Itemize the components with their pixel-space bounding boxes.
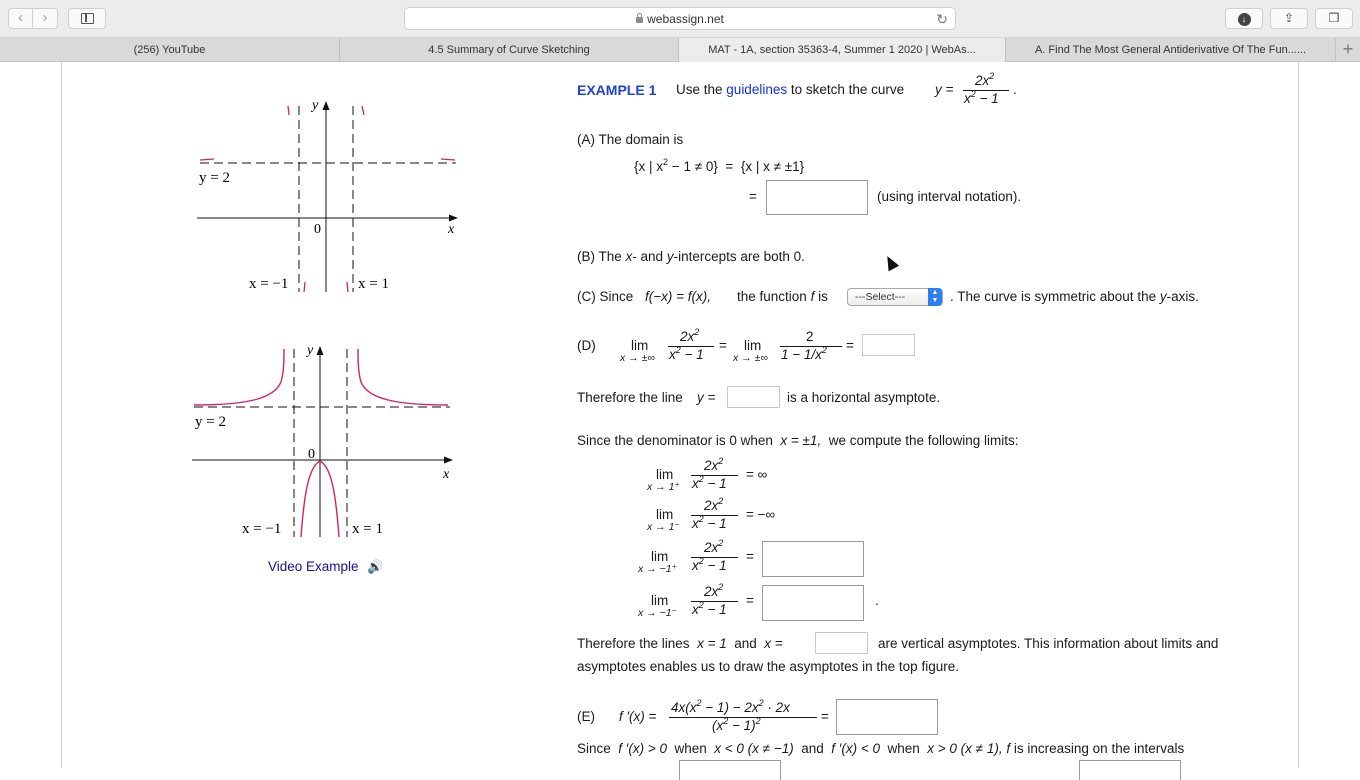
vlim2-den: $x^2 - 1$ [692,514,727,531]
v-intro: Since the denominator is 0 when [577,433,773,448]
vlim3: lim [651,549,669,564]
tab-curve-sketching[interactable] [340,38,679,62]
y2-label: y = 2 [195,414,226,430]
e-num-b: − 1) − 2x [705,700,759,715]
limit-neg1-plus-input[interactable] [762,541,864,577]
lim-1-sub: x → ±∞ [620,352,655,364]
den-tail: − 1 [979,91,999,106]
vnum-base: 2x [704,584,719,599]
tab-webassign[interactable] [679,38,1006,62]
curve-right-branch [358,349,448,405]
vlim2-result: = −∞ [746,507,776,522]
d-eq2: = [846,338,854,353]
vlim4-trail: . [875,593,879,608]
eq-sign: = [725,159,734,174]
e-num-a: 4x(x [671,700,697,715]
partB-text [577,249,805,264]
curve-left-branch [194,349,284,405]
d-den1: $x^2 - 1$ [669,345,704,362]
since-4: x > 0 (x ≠ 1), [927,741,1003,756]
b-post: -intercepts are both 0. [673,249,805,264]
partC-expr: f(−x) = f(x), [645,289,712,304]
conclusion-pre [577,636,783,651]
tab-bar [0,38,1360,62]
vertical-intro [577,433,1019,448]
domain-set: {x | $x^2 - 1 \ne 0\} = \{x$ | x ≠ ±1} [634,157,805,174]
set1-tail: − 1 ≠ 0} [671,159,718,174]
vlim3-den: $x^2 - 1$ [692,556,727,573]
v-intro-post: we compute the following limits: [828,433,1019,448]
b-mid: - and [632,249,664,264]
vlim1: lim [656,467,674,482]
e-den-a: (x [712,718,724,733]
b-y: y [666,249,674,264]
vlim2-num: $2x^2$ [704,496,724,513]
y-axis-label: y [312,98,319,113]
c-post: . The curve is symmetric about the [950,289,1157,304]
vlim1-result: = ∞ [746,467,768,482]
lock-icon [636,17,643,23]
vlim1-num: $2x^2$ [704,456,724,473]
curve-numerator: $2x^2$ [975,71,995,88]
since-f: f [1006,741,1011,756]
y2-label: y = 2 [199,170,230,186]
tab-overview-button[interactable] [1315,8,1353,29]
domain-eq: = [749,189,757,204]
asym-post: is a horizontal asymptote. [787,390,941,405]
browser-toolbar [0,0,1360,38]
vlim4-num: $2x^2$ [704,582,724,599]
since-line [577,741,1184,756]
c-f: f [810,289,815,304]
den-base: x [964,91,971,106]
x1-label: x = 1 [358,276,389,292]
conc-x: x = [764,636,783,651]
vden-tail: − 1 [707,602,727,617]
symmetry-select[interactable] [847,288,943,306]
reload-icon[interactable]: ↻ [936,11,948,27]
lim-2: lim [744,338,762,353]
video-example-link[interactable]: Video Example [268,559,359,574]
vnum-base: 2x [704,540,719,555]
partA-label: (A) The domain is [577,132,684,147]
partC-mid [737,289,828,304]
conc-and: and [734,636,757,651]
origin-label: 0 [314,222,321,237]
tab-antiderivative[interactable] [1006,38,1336,62]
sidebar-toggle-button[interactable] [68,8,106,29]
increasing-interval-input-2[interactable] [1079,760,1181,780]
vlim3-num: $2x^2$ [704,538,724,555]
curve-denominator: $x^2 - 1$ [964,89,999,106]
vlim1-sub: x → 1⁺ [647,481,680,493]
partD-label: (D) [577,338,596,353]
curve [194,349,448,537]
graph-figure [186,337,466,542]
c-mid: the function [737,289,807,304]
since-post: is increasing on the intervals [1013,741,1185,756]
intro-pre: Use the [676,82,723,97]
url-text: webassign.net [647,12,724,26]
tab-title: MAT - 1A, section 35363-4, Summer 1 2020 | WebAs... [708,44,976,56]
y-axis-arrow [323,101,330,110]
set1-text: {x | x [634,159,664,174]
partE-label: (E) [577,709,595,724]
share-icon: ⇪ [1283,11,1295,25]
c-y: y [1159,289,1167,304]
conclusion-line2: asymptotes enables us to draw the asymptotes in the top figure. [577,659,959,674]
guidelines-link[interactable]: guidelines [726,82,788,97]
curve-period: . [1013,82,1017,97]
vlim3-eq: = [746,549,754,564]
tab-title: (256) YouTube [133,44,206,56]
x-axis-arrow [444,457,453,464]
e-num-c: · 2x [767,700,790,715]
since-and: and [801,741,824,756]
content-border-left [61,62,62,768]
x-axis-arrow [449,215,458,222]
since-when1: when [674,741,707,756]
curve-y-eq: y = [935,82,954,97]
x-axis-label: x [448,222,455,237]
tab-youtube[interactable] [0,38,340,62]
fprime-input[interactable] [836,699,938,735]
tab-title: A. Find The Most General Antiderivative Of The Fun...... [1034,44,1307,56]
vden-base: x [692,516,699,531]
horizontal-limit-input[interactable] [862,334,915,356]
xm1-label: x = −1 [242,521,282,537]
address-bar[interactable] [404,7,956,30]
conc-x1: x = 1 [697,636,727,651]
vden-base: x [692,476,699,491]
x1-label: x = 1 [352,521,383,537]
since-when2: when [887,741,920,756]
download-icon: ↓ [1238,13,1251,26]
d-eq1: = [719,338,727,353]
since-pre: Since [577,741,611,756]
fprime-label: f ′(x) = [619,709,657,724]
b-x: x [625,249,633,264]
tab-title: 4.5 Summary of Curve Sketching [428,44,590,56]
conclusion-post: are vertical asymptotes. This information about limits and [878,636,1219,651]
vden-tail: − 1 [707,476,727,491]
intro-post: to sketch the curve [790,82,905,97]
d-num1: $2x^2$ [680,327,700,344]
forward-button[interactable]: › [33,8,58,29]
mouse-cursor [882,253,899,271]
speaker-icon[interactable]: 🔊 [367,559,384,574]
conc-pre: Therefore the lines [577,636,690,651]
increasing-interval-input-1[interactable] [679,760,781,780]
content-border-right [1298,62,1299,768]
vlim4-den: $x^2 - 1$ [692,600,727,617]
b-pre: (B) The [577,249,622,264]
v-cond: x = ±1, [780,433,822,448]
d-den1-tail: − 1 [684,347,704,362]
fprime-den: $(x^2 - 1)^2$ [712,716,761,733]
d-num1-base: 2x [680,329,695,344]
vden-base: x [692,602,699,617]
d-num2: 2 [806,329,814,344]
y-axis-label: y [307,343,314,358]
since-2: x < 0 (x ≠ −1) [714,741,794,756]
x-axis-label: x [443,467,450,482]
downloads-button[interactable] [1225,8,1263,29]
example-heading: EXAMPLE 1 [577,82,657,98]
vlim1-den: $x^2 - 1$ [692,474,727,491]
sidebar-icon [81,13,94,24]
vden-base: x [692,558,699,573]
y-axis-arrow [317,346,324,355]
asym-y: y = [697,390,716,405]
interval-note: (using interval notation). [877,189,1022,204]
e-den-b: − 1) [732,718,756,733]
fprime-eq: = [821,709,829,724]
vden-tail: − 1 [707,516,727,531]
page-content [0,62,1360,768]
vlim4-eq: = [746,593,754,608]
c-axis: -axis. [1166,289,1199,304]
set2-text: {x | x ≠ ±1} [740,159,805,174]
intro-text [676,82,904,97]
vlim4: lim [651,593,669,608]
vlim2-sub: x → 1⁻ [647,521,680,533]
vden-tail: − 1 [707,558,727,573]
vnum-base: 2x [704,498,719,513]
since-1: f ′(x) > 0 [618,741,667,756]
select-caret-icon: ▲ ▼ [928,288,942,306]
lim-1: lim [631,338,649,353]
lim-2-sub: x → ±∞ [733,352,768,364]
partC-post [950,289,1199,304]
domain-interval-input[interactable] [766,180,868,215]
partC-pre: (C) Since [577,289,634,304]
vertical-asymptote-input[interactable] [815,632,868,654]
vlim3-sub: x → −1⁺ [638,563,678,575]
c-is: is [818,289,828,304]
d-den2: $1 - 1/x^2$ [781,345,827,362]
tab-overview-icon: ❐ [1328,11,1340,25]
horizontal-asymptote-input[interactable] [727,386,780,408]
asymptote-figure [190,92,470,332]
num-base: 2x [975,73,990,88]
vlim4-sub: x → −1⁻ [638,607,678,619]
asym-pre: Therefore the line [577,390,683,405]
select-value: ---Select--- [855,291,906,303]
d-den1-base: x [669,347,676,362]
xm1-label: x = −1 [249,276,289,292]
fprime-num: $4x(x^2 - 1) - 2x^2 \cdot 2x$ [671,698,790,715]
since-3: f ′(x) < 0 [831,741,880,756]
back-button[interactable]: ‹ [8,8,33,29]
new-tab-button[interactable]: + [1342,39,1354,59]
limit-neg1-minus-input[interactable] [762,585,864,621]
vlim2: lim [656,507,674,522]
origin-label: 0 [308,447,315,462]
curve-hints [200,106,455,292]
share-button[interactable] [1270,8,1308,29]
d-den2-base: 1 − 1/x [781,347,822,362]
vnum-base: 2x [704,458,719,473]
